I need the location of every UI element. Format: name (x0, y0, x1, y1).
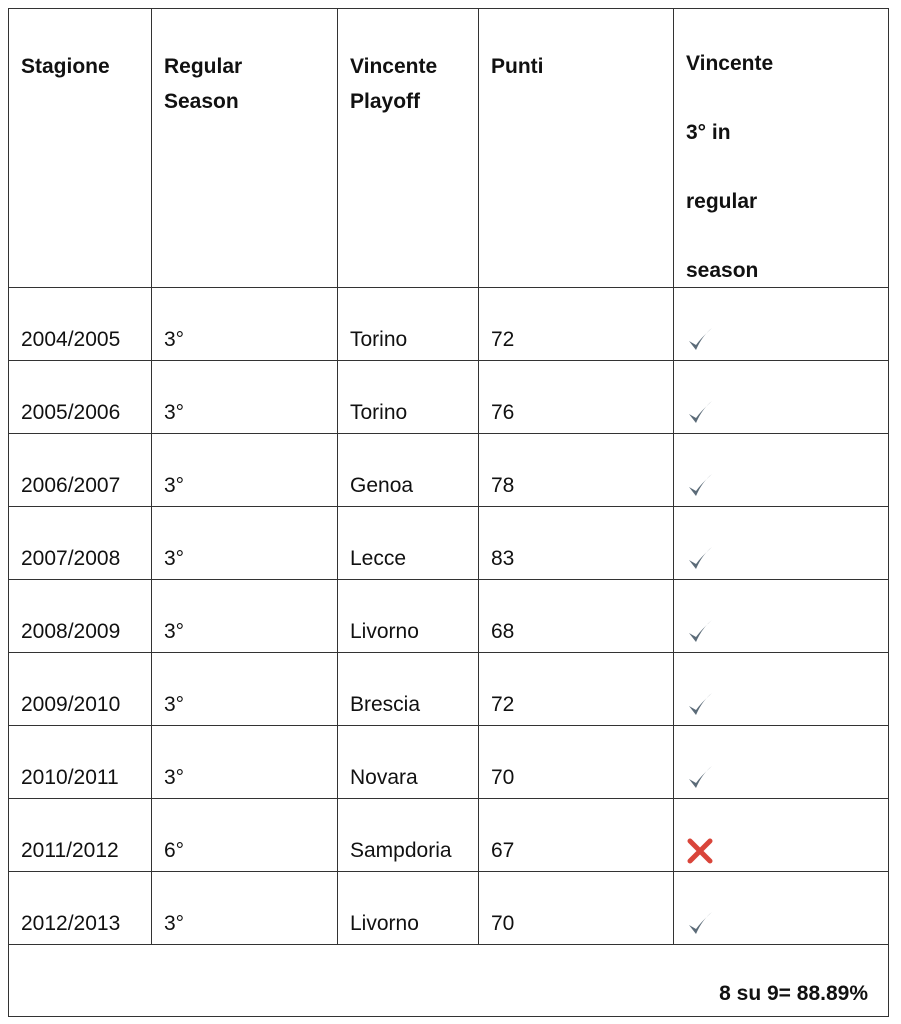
season-cell (9, 799, 152, 871)
position-cell (152, 434, 338, 506)
winner-cell-text: Novara (350, 766, 418, 789)
winner-cell (338, 726, 479, 798)
points-cell-text: 83 (491, 547, 515, 570)
winner-cell (338, 872, 479, 944)
season-cell-text: 2007/2008 (21, 547, 121, 570)
winner-cell-text: Torino (350, 401, 408, 424)
winner-cell-text: Livorno (350, 620, 419, 643)
position-cell-text: 3° (164, 547, 185, 570)
check-icon (684, 689, 716, 721)
result-cell (674, 726, 888, 798)
position-cell (152, 872, 338, 944)
position-cell (152, 799, 338, 871)
check-icon (684, 616, 716, 648)
table-row (9, 726, 888, 799)
winner-cell-text: Sampdoria (350, 839, 452, 862)
position-cell (152, 361, 338, 433)
season-cell-text: 2011/2012 (21, 839, 119, 862)
season-cell (9, 872, 152, 944)
header-label-line: Playoff (350, 90, 421, 113)
header-label (350, 49, 437, 119)
result-cell (674, 872, 888, 944)
winner-cell-text: Livorno (350, 912, 419, 935)
table-row (9, 434, 888, 507)
check-icon (684, 470, 716, 502)
position-cell-text: 3° (164, 474, 185, 497)
position-cell (152, 507, 338, 579)
winner-cell-text: Lecce (350, 547, 407, 570)
points-cell (479, 872, 674, 944)
season-cell-text: 2010/2011 (21, 766, 119, 789)
winner-cell (338, 799, 479, 871)
table-row (9, 799, 888, 872)
cross-icon (684, 835, 716, 867)
check-icon (684, 543, 716, 575)
result-cell (674, 507, 888, 579)
points-cell-text: 67 (491, 839, 515, 862)
winner-cell (338, 653, 479, 725)
result-cell (674, 434, 888, 506)
position-cell-text: 3° (164, 328, 185, 351)
points-cell-text: 72 (491, 693, 515, 716)
summary-text: 8 su 9= 88.89% (719, 982, 868, 1005)
header-label-line: Regular (164, 55, 243, 78)
results-table (8, 8, 889, 1017)
table-row (9, 872, 888, 945)
header-label-line: Vincente (686, 52, 774, 75)
table-row (9, 288, 888, 361)
header-cell-vincente-playoff (338, 9, 479, 287)
result-cell (674, 361, 888, 433)
result-cell (674, 799, 888, 871)
result-cell (674, 580, 888, 652)
header-label-line: Season (164, 90, 239, 113)
winner-cell-text: Genoa (350, 474, 414, 497)
points-cell-text: 72 (491, 328, 515, 351)
table-row (9, 507, 888, 580)
header-cell-regular-season (152, 9, 338, 287)
winner-cell (338, 507, 479, 579)
points-cell (479, 361, 674, 433)
winner-cell (338, 580, 479, 652)
header-label-line: Vincente (350, 55, 438, 78)
points-cell (479, 507, 674, 579)
season-cell-text: 2006/2007 (21, 474, 121, 497)
header-label-line: regular (686, 190, 758, 213)
points-cell (479, 799, 674, 871)
header-cell-punti (479, 9, 674, 287)
check-icon (684, 908, 716, 940)
header-cell-stagione (9, 9, 152, 287)
season-cell (9, 288, 152, 360)
season-cell-text: 2008/2009 (21, 620, 121, 643)
check-icon (684, 397, 716, 429)
points-cell-text: 70 (491, 912, 515, 935)
result-cell (674, 288, 888, 360)
header-label-line: season (686, 259, 759, 282)
season-cell (9, 726, 152, 798)
points-cell (479, 726, 674, 798)
points-cell (479, 288, 674, 360)
position-cell (152, 580, 338, 652)
winner-cell (338, 361, 479, 433)
season-cell (9, 507, 152, 579)
header-label: Stagione (21, 55, 110, 78)
season-cell (9, 434, 152, 506)
position-cell-text: 3° (164, 401, 185, 424)
season-cell-text: 2009/2010 (21, 693, 121, 716)
points-cell-text: 76 (491, 401, 515, 424)
header-label-line: 3° in (686, 121, 731, 144)
points-cell (479, 434, 674, 506)
season-cell-text: 2005/2006 (21, 401, 121, 424)
header-label (686, 29, 773, 305)
points-cell (479, 653, 674, 725)
points-cell (479, 580, 674, 652)
winner-cell (338, 288, 479, 360)
header-label: Punti (491, 55, 544, 78)
position-cell (152, 288, 338, 360)
points-cell-text: 68 (491, 620, 515, 643)
season-cell (9, 580, 152, 652)
position-cell-text: 3° (164, 693, 185, 716)
check-icon (684, 762, 716, 794)
points-cell-text: 78 (491, 474, 515, 497)
winner-cell (338, 434, 479, 506)
check-icon (684, 324, 716, 356)
header-label (164, 49, 242, 119)
table-row (9, 361, 888, 434)
table-row (9, 580, 888, 653)
winner-cell-text: Brescia (350, 693, 421, 716)
season-cell-text: 2012/2013 (21, 912, 121, 935)
header-cell-vincente-3rd (674, 9, 888, 287)
position-cell-text: 3° (164, 912, 185, 935)
table-footer (9, 944, 888, 1016)
position-cell-text: 3° (164, 620, 185, 643)
position-cell (152, 653, 338, 725)
winner-cell-text: Torino (350, 328, 408, 351)
table-row (9, 653, 888, 726)
season-cell (9, 653, 152, 725)
position-cell (152, 726, 338, 798)
table-header-row (9, 9, 888, 288)
position-cell-text: 6° (164, 839, 185, 862)
result-cell (674, 653, 888, 725)
position-cell-text: 3° (164, 766, 185, 789)
season-cell-text: 2004/2005 (21, 328, 121, 351)
season-cell (9, 361, 152, 433)
points-cell-text: 70 (491, 766, 515, 789)
